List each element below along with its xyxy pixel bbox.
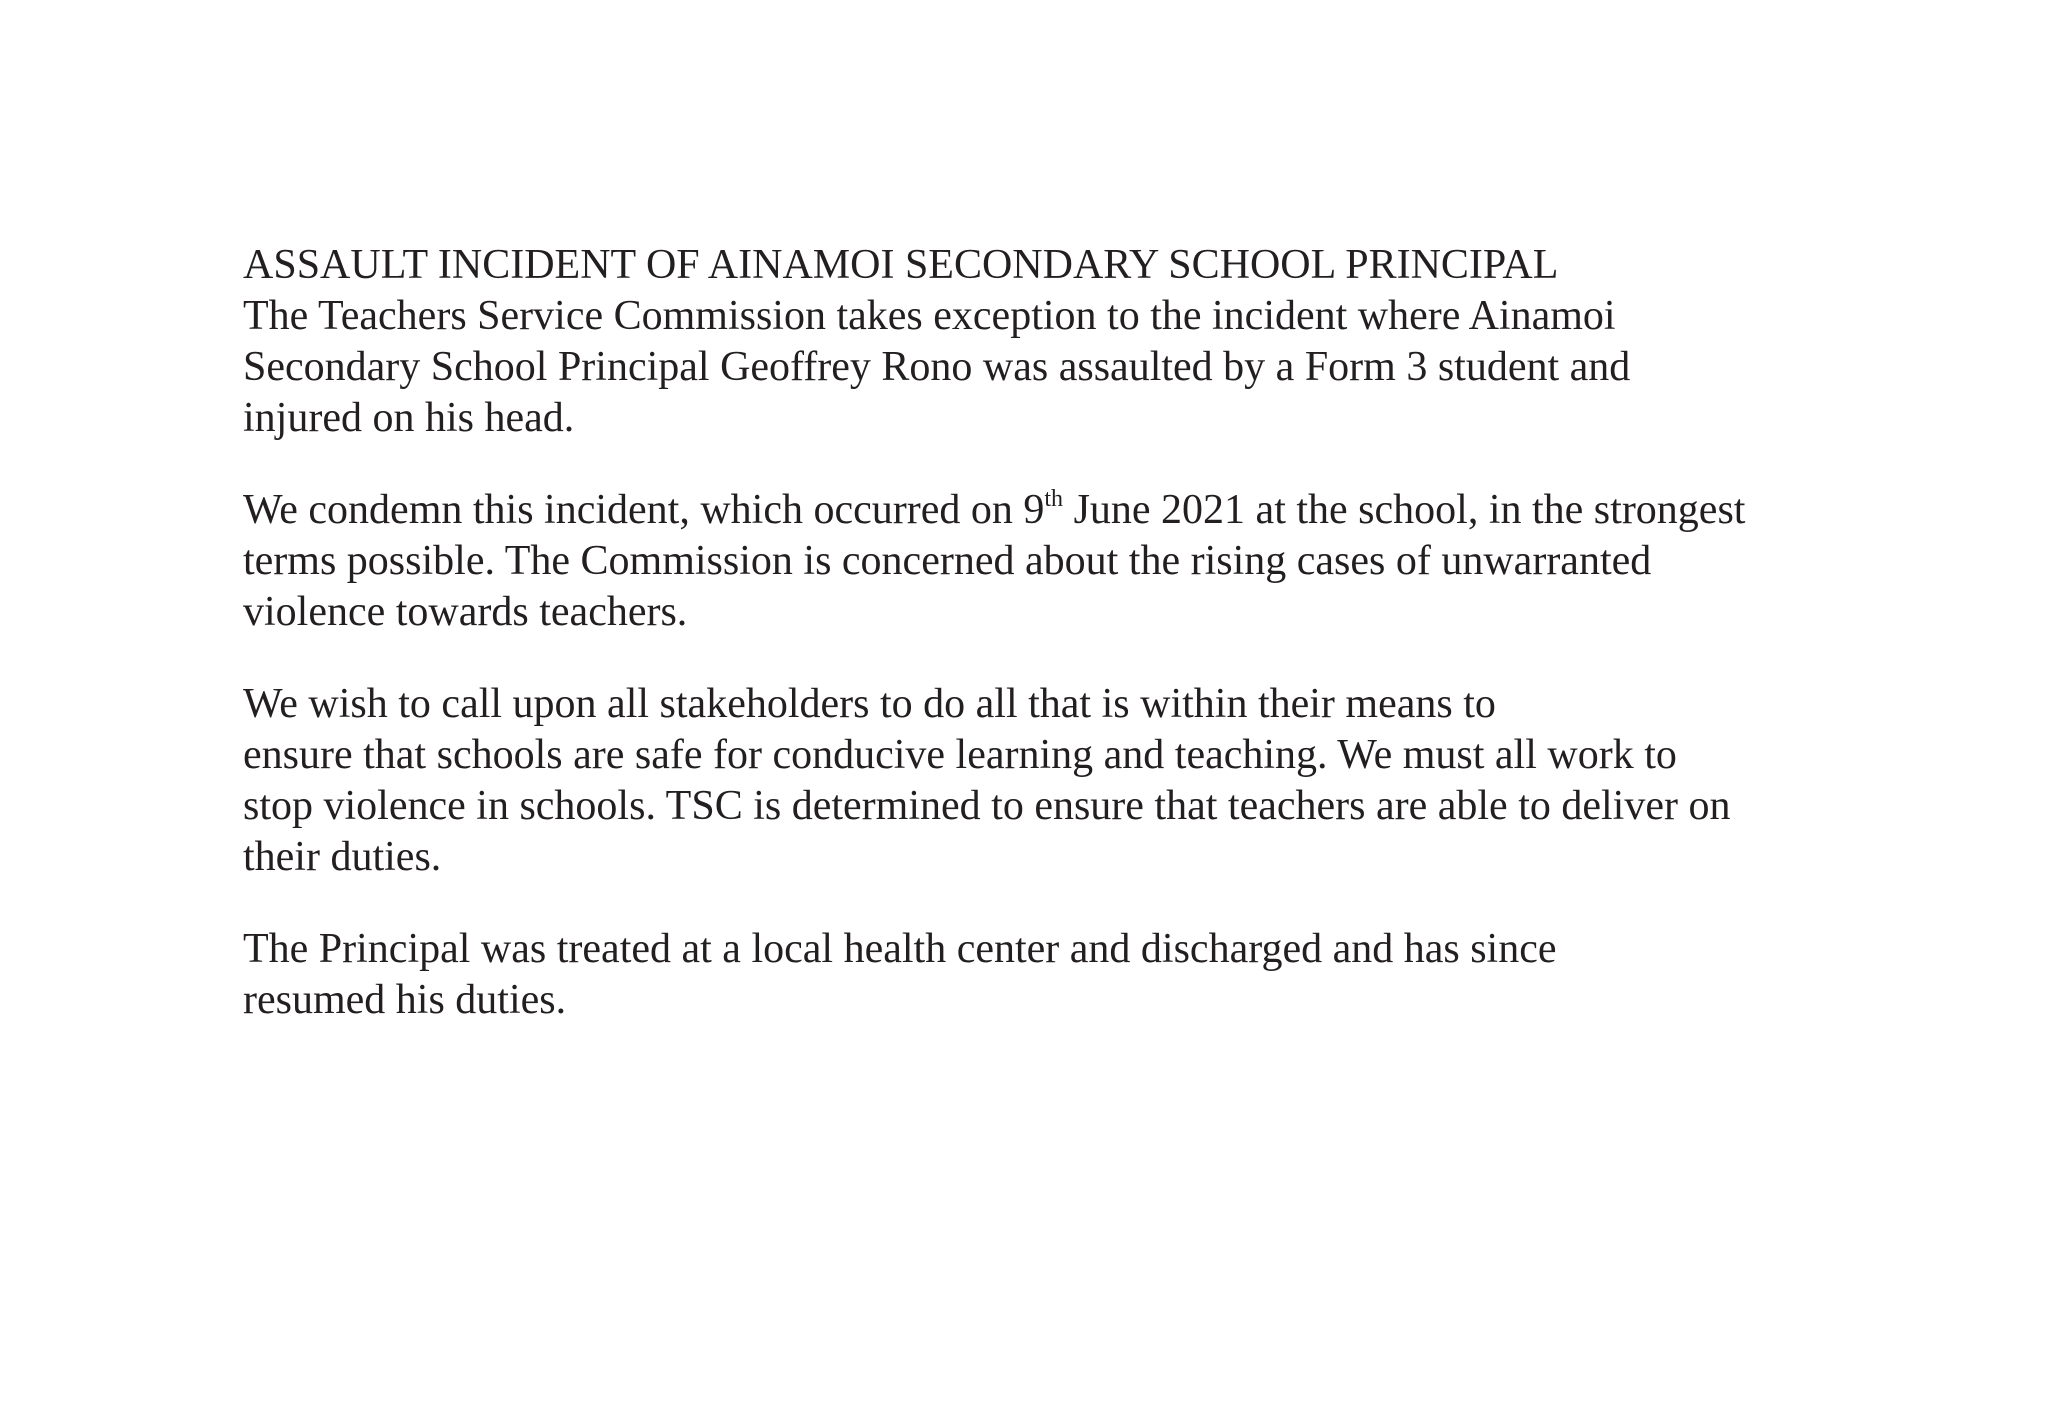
date-text-after: June 2021 at the school, in the strongest bbox=[1063, 487, 1746, 533]
ordinal-suffix: th bbox=[1044, 486, 1064, 512]
paragraph-line: their duties. bbox=[243, 834, 442, 880]
paragraph-line: The Principal was treated at a local health center and discharged and has since bbox=[243, 926, 1557, 972]
paragraph-line bbox=[243, 485, 1943, 536]
paragraph-line: The Teachers Service Commission takes exception to the incident where Ainamoi bbox=[243, 293, 1616, 339]
paragraph-line: stop violence in schools. TSC is determined to ensure that teachers are able to deliver on bbox=[243, 783, 1731, 829]
statement-title: ASSAULT INCIDENT OF AINAMOI SECONDARY SCHOOL PRINCIPAL bbox=[243, 242, 1559, 288]
paragraph-incident bbox=[243, 291, 1943, 444]
paragraph-line: injured on his head. bbox=[243, 395, 575, 441]
paragraph-spacer bbox=[243, 883, 1943, 924]
paragraph-spacer bbox=[243, 444, 1943, 485]
paragraph-line: resumed his duties. bbox=[243, 977, 567, 1023]
paragraph-condemnation bbox=[243, 485, 1943, 638]
date-text-before: We condemn this incident, which occurred on 9 bbox=[243, 487, 1045, 533]
paragraph-line: Secondary School Principal Geoffrey Rono was assaulted by a Form 3 student and bbox=[243, 344, 1631, 390]
paragraph-line: ensure that schools are safe for conducive learning and teaching. We must all work to bbox=[243, 732, 1677, 778]
paragraph-status-update bbox=[243, 924, 1943, 1026]
paragraph-line: violence towards teachers. bbox=[243, 589, 688, 635]
paragraph-spacer bbox=[243, 638, 1943, 679]
paragraph-call-to-action bbox=[243, 679, 1943, 883]
statement-body bbox=[243, 240, 1943, 1026]
paragraph-line: terms possible. The Commission is concerned about the rising cases of unwarranted bbox=[243, 538, 1652, 584]
paragraph-line: We wish to call upon all stakeholders to do all that is within their means to bbox=[243, 681, 1496, 727]
